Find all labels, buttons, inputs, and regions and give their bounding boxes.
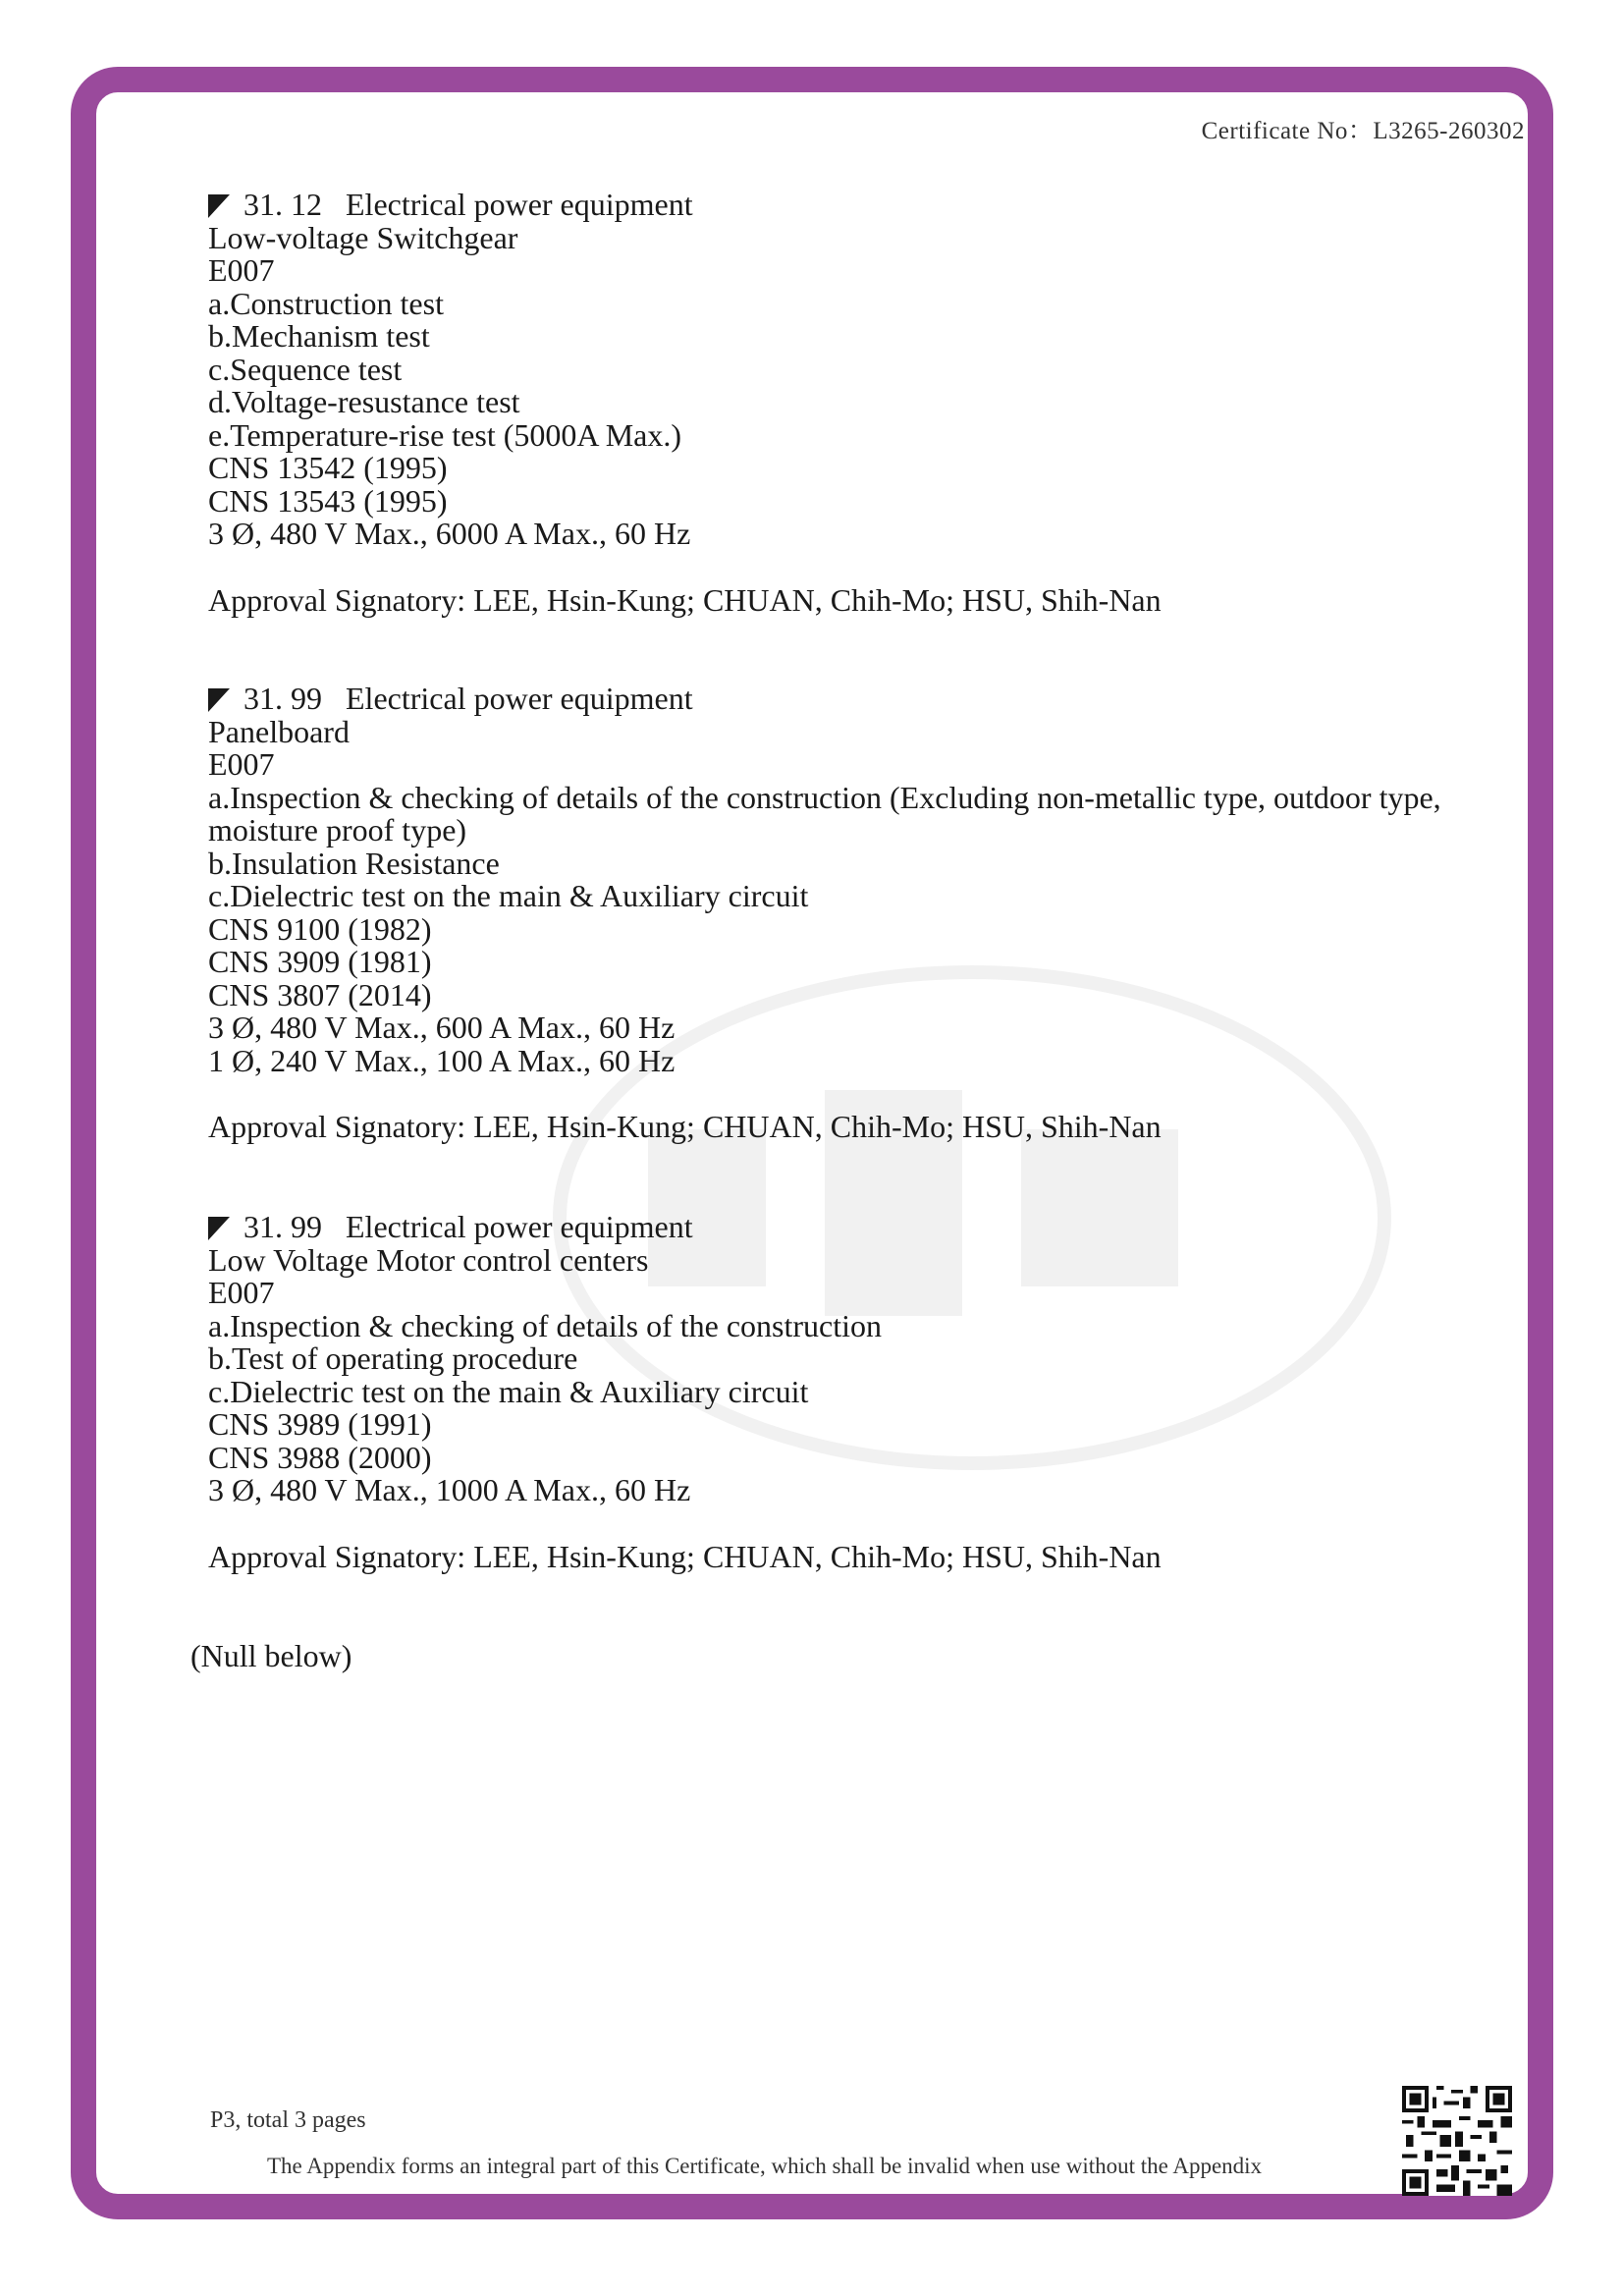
item-header-text: 31. 99 Electrical power equipment (243, 681, 693, 716)
test-item: b.Test of operating procedure (208, 1340, 578, 1376)
test-item: b.Mechanism test (208, 318, 430, 354)
product-name: Low Voltage Motor control centers (208, 1241, 649, 1278)
product-name: Panelboard (208, 713, 350, 749)
rating: 3 Ø, 480 V Max., 600 A Max., 60 Hz (208, 1010, 676, 1045)
test-item: b.Insulation Resistance (208, 845, 500, 881)
standard: CNS 9100 (1982) (208, 910, 432, 947)
page-number: P3, total 3 pages (210, 2107, 366, 2133)
standard: CNS 13543 (1995) (208, 482, 448, 519)
standard: CNS 3807 (2014) (208, 976, 432, 1012)
test-item: a.Inspection & checking of details of the construction (208, 1307, 883, 1343)
item-header (208, 1211, 1162, 1244)
qr-code-icon (1402, 2084, 1512, 2198)
approval-signatory: Approval Signatory: LEE, Hsin-Kung; CHUAN, Chih-Mo; HSU, Shih-Nan (208, 1109, 1162, 1144)
rating: 3 Ø, 480 V Max., 1000 A Max., 60 Hz (208, 1472, 691, 1507)
scope-item-2 (208, 683, 1445, 1144)
test-item: c.Dielectric test on the main & Auxiliary circuit (208, 1373, 809, 1409)
test-item: c.Sequence test (208, 351, 403, 387)
rating: 1 Ø, 240 V Max., 100 A Max., 60 Hz (208, 1042, 676, 1078)
flag-marker-icon (208, 1217, 230, 1240)
flag-marker-icon (208, 688, 230, 712)
test-item: e.Temperature-rise test (5000A Max.) (208, 416, 682, 453)
appendix-note: The Appendix forms an integral part of this Certificate, which shall be invalid when use without the Appendix (267, 2154, 1263, 2178)
flag-marker-icon (208, 194, 230, 218)
scope-item-1 (208, 189, 1162, 617)
standard: CNS 3988 (2000) (208, 1439, 432, 1475)
field-code: E007 (208, 1275, 275, 1310)
standard: CNS 3909 (1981) (208, 944, 432, 979)
field-code: E007 (208, 746, 275, 782)
item-header (208, 189, 1162, 222)
item-header (208, 683, 1445, 716)
approval-signatory: Approval Signatory: LEE, Hsin-Kung; CHUAN, Chih-Mo; HSU, Shih-Nan (208, 1538, 1162, 1574)
item-header-text: 31. 12 Electrical power equipment (243, 187, 693, 222)
scope-item-3 (208, 1211, 1162, 1573)
rating: 3 Ø, 480 V Max., 6000 A Max., 60 Hz (208, 516, 691, 551)
approval-signatory: Approval Signatory: LEE, Hsin-Kung; CHUAN, Chih-Mo; HSU, Shih-Nan (208, 581, 1162, 618)
test-item: a.Construction test (208, 285, 444, 321)
certificate-number: Certificate No：L3265-260302 (1201, 118, 1525, 144)
item-header-text: 31. 99 Electrical power equipment (243, 1209, 693, 1244)
product-name: Low-voltage Switchgear (208, 219, 518, 255)
standard: CNS 3989 (1991) (208, 1406, 432, 1442)
null-below-note: (Null below) (190, 1638, 352, 1673)
test-item: d.Voltage-resustance test (208, 384, 520, 419)
test-item: c.Dielectric test on the main & Auxiliary circuit (208, 878, 809, 913)
field-code: E007 (208, 252, 275, 288)
test-item: a.Inspection & checking of details of the construction (Excluding non-metallic type, outdoor type, moisture proof type) (208, 779, 1441, 847)
standard: CNS 13542 (1995) (208, 450, 448, 485)
